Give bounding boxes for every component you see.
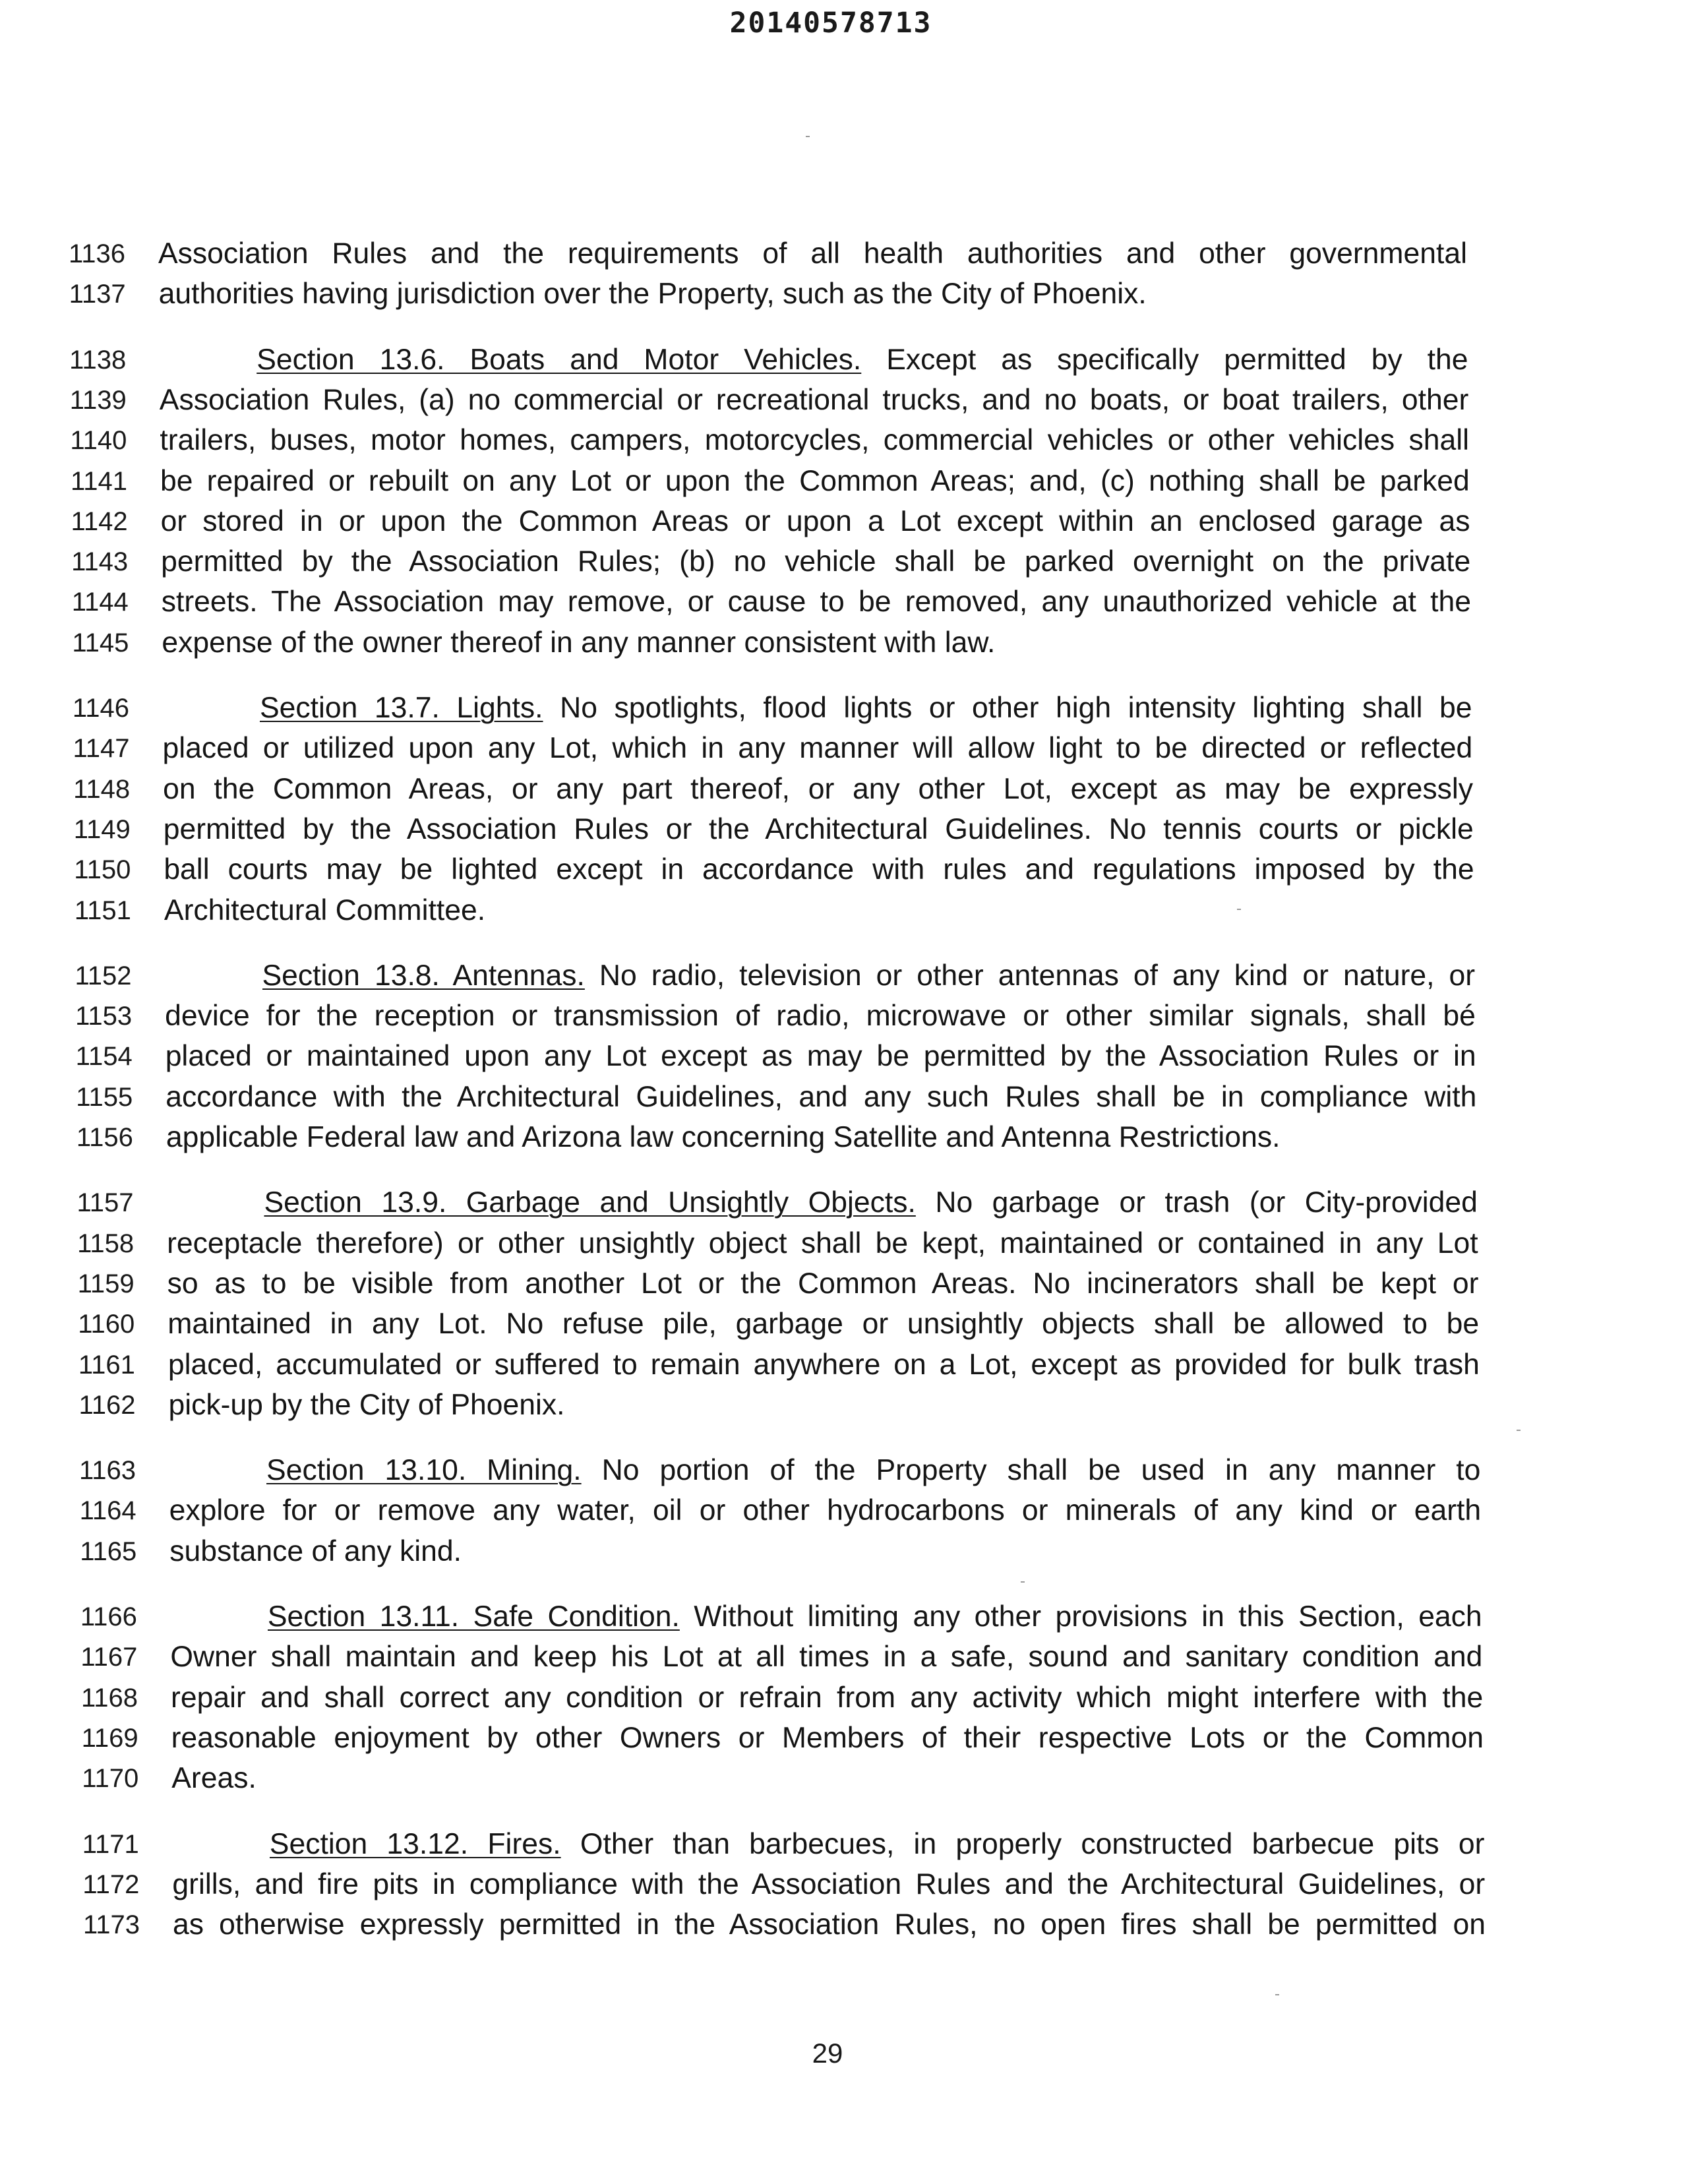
line-text (163, 770, 1473, 809)
line-number: 1158 (77, 1228, 135, 1258)
line-text (270, 1825, 1485, 1864)
line-number: 1172 (82, 1869, 140, 1899)
line-number: 1140 (70, 426, 127, 456)
line-text (169, 1532, 462, 1571)
section-heading: Section 13.7. Lights. (259, 692, 543, 724)
line-number: 1139 (69, 385, 127, 415)
numbered-line (0, 1491, 1688, 1531)
text-run: device for the reception or transmission of radio, microwave or other similar signals, shall bé (165, 1000, 1476, 1033)
line-text (173, 1905, 1486, 1945)
line-number: 1141 (70, 466, 127, 496)
numbered-line (0, 850, 1688, 890)
line-text (166, 1118, 1281, 1157)
line-number: 1155 (76, 1082, 133, 1112)
line-text (162, 582, 1471, 622)
numbered-line (0, 1224, 1688, 1263)
line-number: 1137 (69, 280, 126, 309)
text-run: substance of any kind. (169, 1534, 462, 1567)
text-run: ball courts may be lighted except in accordance with rules and regulations imposed by the (164, 853, 1474, 886)
document-number: 20140578713 (729, 7, 932, 40)
line-text (160, 462, 1470, 501)
line-text (168, 1385, 564, 1425)
numbered-line (0, 1451, 1688, 1490)
line-text (168, 1345, 1480, 1385)
line-number: 1144 (71, 588, 129, 617)
line-number: 1173 (82, 1910, 140, 1940)
text-run: accordance with the Architectural Guidelines, and any such Rules shall be in compliance with (166, 1080, 1477, 1113)
line-number: 1136 (68, 239, 125, 268)
numbered-line (0, 770, 1688, 809)
text-run: permitted by the Association Rules; (b) no vehicle shall be parked overnight on the private (161, 545, 1471, 578)
numbered-line (0, 996, 1688, 1036)
section-heading: Section 13.8. Antennas. (262, 959, 585, 992)
numbered-line (0, 688, 1688, 728)
numbered-line (0, 1037, 1688, 1076)
line-number: 1167 (80, 1643, 138, 1672)
line-number: 1147 (73, 734, 130, 764)
line-text (160, 421, 1469, 460)
line-number: 1160 (78, 1310, 135, 1339)
line-number: 1152 (75, 961, 132, 990)
numbered-line (0, 1678, 1688, 1718)
text-run: placed or utilized upon any Lot, which in any manner will allow light to be directed or reflected (162, 732, 1473, 765)
line-number: 1169 (81, 1723, 138, 1753)
text-run: as otherwise expressly permitted in the Association Rules, no open fires shall be permitted on (173, 1908, 1486, 1941)
numbered-line (0, 274, 1688, 314)
text-run: applicable Federal law and Arizona law concerning Satellite and Antenna Restrictions. (166, 1121, 1281, 1153)
line-number: 1143 (71, 547, 129, 577)
text-run: maintained in any Lot. No refuse pile, garbage or unsightly objects shall be allowed to be (167, 1308, 1480, 1341)
text-run: repair and shall correct any condition or refrain from any activity which might interfere with the (171, 1681, 1484, 1714)
text-run: be repaired or rebuilt on any Lot or upon the Common Areas; and, (c) nothing shall be parked (160, 464, 1470, 497)
numbered-line (0, 1385, 1688, 1425)
line-number: 1142 (71, 506, 128, 536)
page-number: 29 (812, 2038, 843, 2069)
line-number: 1165 (80, 1536, 137, 1566)
line-text (166, 1037, 1476, 1076)
text-run: on the Common Areas, or any part thereof, or any other Lot, except as may be expressly (163, 772, 1474, 805)
line-number: 1156 (76, 1123, 133, 1152)
line-number: 1138 (69, 345, 127, 375)
numbered-line (0, 340, 1688, 380)
numbered-line (0, 1183, 1688, 1223)
line-text (159, 274, 1147, 314)
line-number: 1163 (79, 1456, 136, 1486)
line-text (167, 1264, 1479, 1304)
numbered-line (0, 1118, 1688, 1157)
line-number: 1168 (81, 1683, 138, 1713)
text-run: permitted by the Association Rules or the Architectural Guidelines. No tennis courts or pickle (163, 812, 1474, 845)
text-run: No portion of the Property shall be used in any manner to (581, 1454, 1481, 1487)
text-run: placed or maintained upon any Lot except as may be permitted by the Association Rules or in (165, 1040, 1476, 1073)
line-text (268, 1597, 1482, 1637)
text-run: No radio, television or other antennas of any kind or nature, or (584, 959, 1476, 992)
section-heading: Section 13.10. Mining. (266, 1454, 582, 1487)
numbered-line (0, 421, 1688, 460)
line-number: 1151 (74, 895, 131, 925)
line-number: 1159 (77, 1269, 135, 1298)
numbered-line (0, 1264, 1688, 1304)
line-number: 1162 (78, 1390, 136, 1420)
text-run: Association Rules and the requirements of all health authorities and other governmental (158, 237, 1467, 270)
line-number: 1153 (75, 1002, 133, 1031)
text-run: No spotlights, flood lights or other high intensity lighting shall be (543, 692, 1472, 724)
numbered-line (0, 1304, 1688, 1344)
line-number: 1145 (72, 628, 129, 657)
line-text (164, 810, 1474, 849)
line-text (172, 1865, 1485, 1904)
text-run: receptacle therefore) or other unsightly object shall be kept, maintained or contained in any Lot (167, 1227, 1478, 1259)
line-number: 1170 (82, 1764, 139, 1794)
line-text (167, 1224, 1478, 1263)
line-text (158, 234, 1467, 274)
section-heading: Section 13.11. Safe Condition. (267, 1600, 680, 1633)
scan-speck (1021, 1581, 1025, 1583)
line-number: 1150 (74, 855, 131, 885)
numbered-line (0, 1865, 1688, 1904)
numbered-line (0, 1077, 1688, 1117)
numbered-line (0, 1759, 1688, 1798)
line-text (164, 891, 485, 930)
numbered-line (0, 380, 1688, 420)
scan-speck (806, 136, 810, 137)
text-run: trailers, buses, motor homes, campers, motorcycles, commercial vehicles or other vehicles shall (160, 424, 1470, 457)
text-run: streets. The Association may remove, or cause to be removed, any unauthorized vehicle at the (161, 586, 1472, 619)
text-run: so as to be visible from another Lot or the Common Areas. No incinerators shall be kept or (167, 1267, 1479, 1300)
line-text (171, 1759, 256, 1798)
numbered-line (0, 623, 1688, 663)
line-text (165, 996, 1476, 1036)
numbered-line (0, 810, 1688, 849)
line-text (166, 1077, 1476, 1117)
text-run: explore for or remove any water, oil or other hydrocarbons or minerals of any kind or earth (169, 1494, 1482, 1527)
line-text (171, 1718, 1484, 1758)
text-run: Areas. (171, 1762, 256, 1795)
line-text (162, 623, 995, 663)
line-text (161, 542, 1470, 582)
line-text (262, 956, 1476, 996)
text-run: No garbage or trash (or City-provided (915, 1186, 1478, 1219)
line-number: 1149 (73, 814, 131, 844)
numbered-line (0, 956, 1688, 996)
line-text (260, 688, 1472, 728)
line-text (160, 380, 1468, 420)
line-text (161, 502, 1470, 541)
line-number: 1146 (72, 694, 129, 723)
numbered-line (0, 502, 1688, 541)
numbered-line (0, 1345, 1688, 1385)
numbered-line (0, 1825, 1688, 1864)
line-text (170, 1637, 1482, 1677)
line-text (264, 1183, 1477, 1223)
numbered-line (0, 1637, 1688, 1677)
text-run: pick-up by the City of Phoenix. (168, 1388, 565, 1421)
numbered-line (0, 1532, 1688, 1571)
numbered-line (0, 891, 1688, 930)
text-run: reasonable enjoyment by other Owners or Members of their respective Lots or the Common (171, 1721, 1484, 1754)
scan-speck (1275, 1994, 1279, 1995)
text-run: Association Rules, (a) no commercial or recreational trucks, and no boats, or boat trailers, other (159, 383, 1469, 416)
scan-speck (1237, 909, 1241, 910)
text-run: placed, accumulated or suffered to remain anywhere on a Lot, except as provided for bulk trash (167, 1348, 1480, 1381)
scan-speck (1517, 1430, 1521, 1431)
text-run: expense of the owner thereof in any manner consistent with law. (162, 626, 996, 659)
numbered-line (0, 542, 1688, 582)
text-run: Without limiting any other provisions in this Section, each (679, 1600, 1482, 1633)
numbered-line (0, 1718, 1688, 1758)
text-run: Except as specifically permitted by the (861, 343, 1468, 376)
text-run: Other than barbecues, in properly constructed barbecue pits or (560, 1827, 1485, 1860)
line-text (163, 729, 1473, 768)
line-text (164, 850, 1474, 890)
line-number: 1164 (79, 1496, 136, 1526)
numbered-line (0, 1905, 1688, 1945)
line-text (256, 340, 1468, 380)
line-text (167, 1304, 1479, 1344)
line-number: 1161 (78, 1350, 135, 1380)
section-heading: Section 13.12. Fires. (269, 1827, 561, 1860)
section-heading: Section 13.6. Boats and Motor Vehicles. (256, 343, 862, 376)
numbered-line (0, 1597, 1688, 1637)
line-text (266, 1451, 1480, 1490)
line-number: 1166 (80, 1602, 137, 1631)
numbered-line (0, 582, 1688, 622)
text-run: grills, and fire pits in compliance with the Association Rules and the Architectural Guidelines, or (172, 1867, 1486, 1900)
line-text (169, 1491, 1482, 1531)
line-number: 1148 (73, 774, 131, 804)
line-number: 1154 (75, 1042, 133, 1072)
text-run: authorities having jurisdiction over the Property, such as the City of Phoenix. (158, 278, 1147, 311)
text-run: Owner shall maintain and keep his Lot at all times in a safe, sound and sanitary condition and (170, 1641, 1483, 1674)
section-heading: Section 13.9. Garbage and Unsightly Objects. (264, 1186, 916, 1219)
numbered-line (0, 462, 1688, 501)
text-run: Architectural Committee. (164, 894, 486, 926)
numbered-line (0, 234, 1688, 274)
line-number: 1171 (82, 1829, 139, 1859)
numbered-line (0, 729, 1688, 768)
text-run: or stored in or upon the Common Areas or upon a Lot except within an enclosed garage as (160, 504, 1470, 537)
line-number: 1157 (76, 1188, 134, 1218)
line-text (171, 1678, 1483, 1718)
